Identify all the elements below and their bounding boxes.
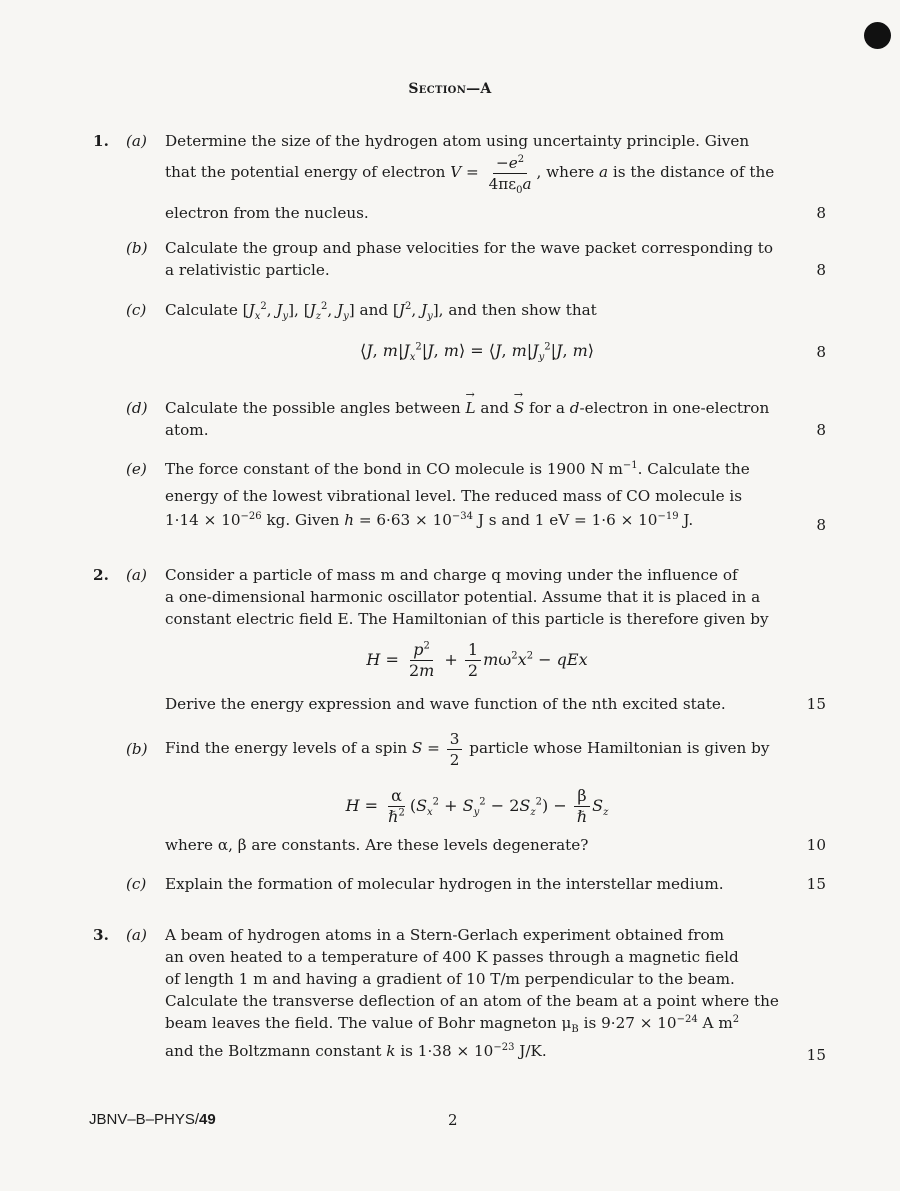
q1c-equation: ⟨J, $m|J_x^2|J$, m⟩ = ⟨J, $m|J_y^2|J$, m⟩ [359,341,595,364]
part-label-1e: (e) [126,460,147,478]
q1e-line2: energy of the lowest vibrational level. The reduced mass of CO molecule is [165,487,743,505]
question-number-2: 2. [93,566,109,584]
marks-1c: 8 [816,343,826,361]
q1a-line1: Determine the size of the hydrogen atom using uncertainty principle. Given [165,132,750,150]
marks-2c: 15 [806,875,826,893]
part-label-1b: (b) [126,239,148,257]
q1d-line1: Calculate the possible angles between → L and → S for a d-electron in one-electron [165,397,789,419]
q1b-line1: Calculate the group and phase velocities for the wave packet corresponding to [165,239,774,257]
page-number: 2 [448,1111,458,1129]
q3a-line3: of length 1 m and having a gradient of 10 T/m perpendicular to the beam. [165,970,735,988]
q3a-line4: Calculate the transverse deflection of an atom of the beam at a point where the [165,992,779,1010]
marks-1b: 8 [816,261,826,279]
q1e-line1: The force constant of the bond in CO molecule is 1900 N $m^{-1}$. Calculate the [165,459,750,478]
question-number-1: 1. [93,132,109,150]
marks-3a: 15 [806,1046,826,1064]
part-label-2c: (c) [126,875,147,893]
part-label-3a: (a) [126,926,147,944]
potential-energy-fraction: $\frac{-e^2}{4\pi\varepsilon_0a}$ [488,153,532,196]
q3a-line6: and the Boltzmann constant k is $1\cdot 38 \times 10^{-23}$ J/K. [165,1041,547,1060]
part-label-1a: (a) [126,132,147,150]
marks-1d: 8 [816,421,826,439]
q1d-line2: atom. [165,421,209,439]
q3a-line2: an oven heated to a temperature of 400 K passes through a magnetic field [165,948,739,966]
q2a-line3: constant electric field E. The Hamiltonian of this particle is therefore given by [165,610,769,628]
q1e-line3: $1\cdot 14 \times 10^{-26}$ kg. Given $h = 6\cdot 63 \times 10^{-34}$ J s and 1 eV = $1\cdot 6 \times 10^{-19}$ J. [165,510,694,529]
part-label-1d: (d) [126,399,148,417]
q1b-line2: a relativistic particle. [165,261,330,279]
paper-code: JBNV–B–PHYS/49 [89,1111,216,1128]
part-label-2b: (b) [126,740,148,758]
q3a-line1: A beam of hydrogen atoms in a Stern-Gerlach experiment obtained from [165,926,725,944]
q1a-line3: electron from the nucleus. [165,204,369,222]
q2b-line2: where α, β are constants. Are these levels degenerate? [165,836,589,854]
part-label-2a: (a) [126,566,147,584]
q2a-hamiltonian: H = $\frac{p^2}{2m}$ + $\frac{1}{2}$ $m\omega^2x^2$ − qEx [366,640,588,680]
q2a-line2: a one-dimensional harmonic oscillator potential. Assume that it is placed in a [165,588,761,606]
marks-2b: 10 [806,836,826,854]
registration-dot [864,22,891,49]
marks-1a: 8 [816,204,826,222]
marks-2a: 15 [806,695,826,713]
q1c-line1: Calculate [$J_x^2$, $J_y$], [$J_z^2$, $J_y$] and [$J^2$, $J_y$], and then show that [165,300,597,323]
q2a-line1: Consider a particle of mass m and charge q moving under the influence of [165,566,738,584]
q2b-line1: Find the energy levels of a spin S = $\frac{3}{2}$ particle whose Hamiltonian is given by [165,729,770,769]
q2b-hamiltonian: H = $\frac{\alpha}{\hbar^2}$ $(S_x^2 + S_y^2 - 2S_z^2)$ − $\frac{\beta}{\text{ℏ}}$ $S_z$ [345,786,609,826]
marks-1e: 8 [816,516,826,534]
q2a-line4: Derive the energy expression and wave function of the nth excited state. [165,695,726,713]
q3a-line5: beam leaves the field. The value of Bohr magneton $\mu_B$ is $9\cdot 27 \times 10^{-24}$ A $m^2$ [165,1013,740,1036]
q1a-line2: that the potential energy of electron V = $\frac{-e^2}{4\pi\varepsilon_0a}$ , where a is the distance of the [165,153,775,196]
q2c-line1: Explain the formation of molecular hydrogen in the interstellar medium. [165,875,724,893]
section-title: Section—A [408,81,492,97]
question-number-3: 3. [93,926,109,944]
part-label-1c: (c) [126,301,147,319]
